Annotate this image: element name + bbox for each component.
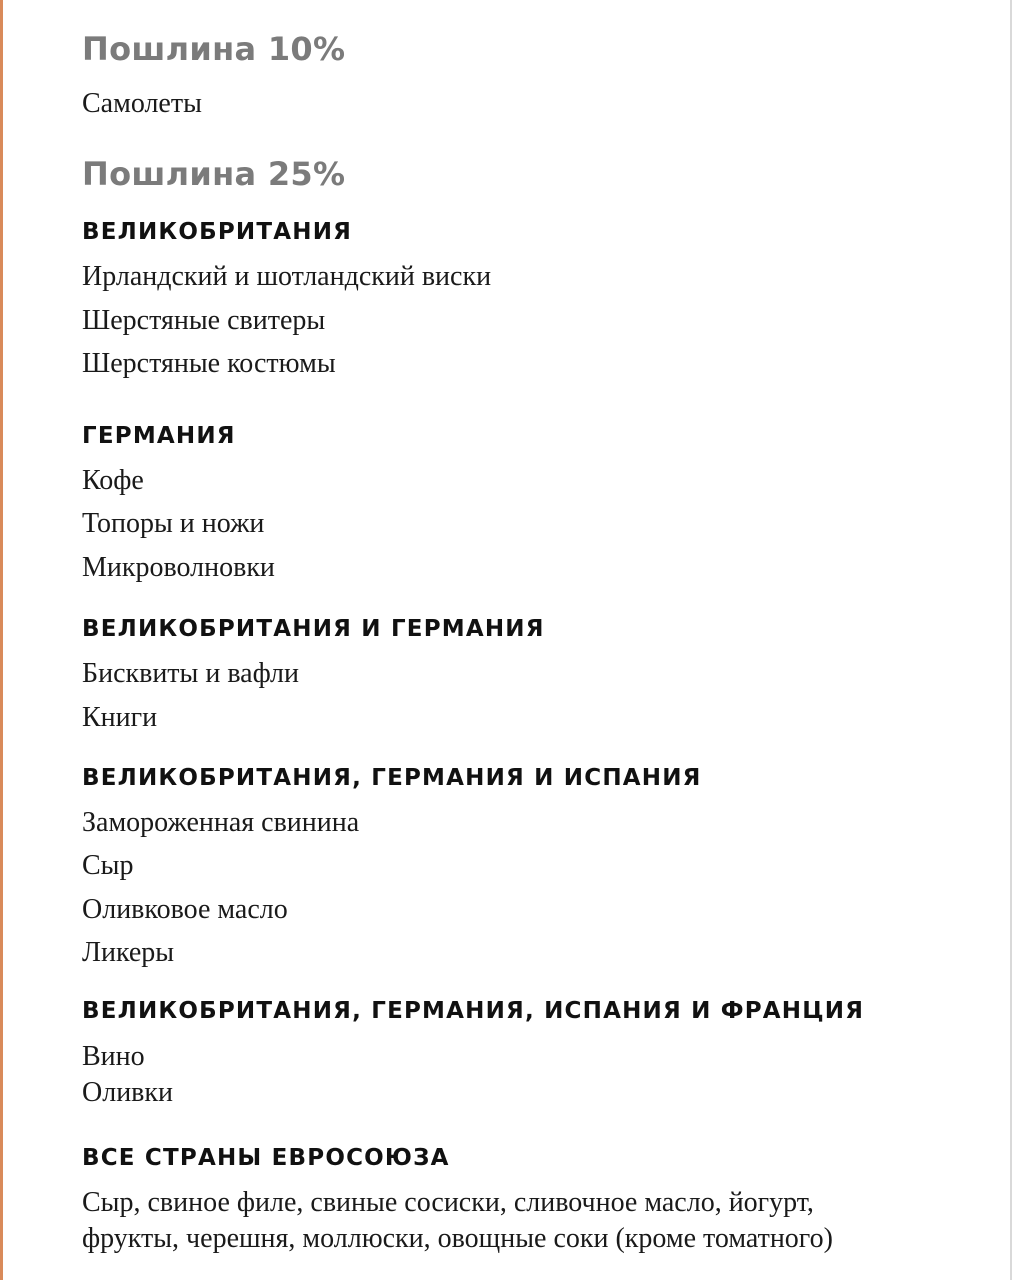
- list-item: Бисквиты и вафли: [82, 658, 300, 689]
- country-heading: ВЕЛИКОБРИТАНИЯ: [82, 219, 353, 245]
- list-item: фрукты, черешня, моллюски, овощные соки (кроме томатного): [82, 1223, 833, 1254]
- list-item: Сыр: [82, 850, 134, 881]
- list-item: Ликеры: [82, 937, 175, 968]
- tariff-10-heading: Пошлина 10%: [82, 30, 346, 68]
- list-item: Книги: [82, 702, 158, 733]
- list-item: Топоры и ножи: [82, 508, 265, 539]
- list-item: Ирландский и шотландский виски: [82, 261, 492, 292]
- country-heading: ВЕЛИКОБРИТАНИЯ И ГЕРМАНИЯ: [82, 616, 545, 642]
- list-item: Оливковое масло: [82, 894, 288, 925]
- list-item: Замороженная свинина: [82, 807, 360, 838]
- list-item: Шерстяные костюмы: [82, 348, 336, 379]
- list-item: Оливки: [82, 1077, 173, 1108]
- country-heading: ВЕЛИКОБРИТАНИЯ, ГЕРМАНИЯ И ИСПАНИЯ: [82, 765, 702, 791]
- list-item: Кофе: [82, 465, 144, 496]
- list-item: Сыр, свиное филе, свиные сосиски, сливочное масло, йогурт,: [82, 1187, 814, 1218]
- list-item: Микроволновки: [82, 552, 275, 583]
- list-item: Шерстяные свитеры: [82, 305, 326, 336]
- country-heading: ВЕЛИКОБРИТАНИЯ, ГЕРМАНИЯ, ИСПАНИЯ И ФРАНЦИЯ: [82, 998, 865, 1024]
- list-item: Самолеты: [82, 88, 202, 119]
- list-item: Вино: [82, 1041, 145, 1072]
- country-heading: ВСЕ СТРАНЫ ЕВРОСОЮЗА: [82, 1145, 450, 1171]
- left-edge-divider: [0, 0, 3, 1280]
- tariff-25-heading: Пошлина 25%: [82, 155, 346, 193]
- country-heading: ГЕРМАНИЯ: [82, 423, 236, 449]
